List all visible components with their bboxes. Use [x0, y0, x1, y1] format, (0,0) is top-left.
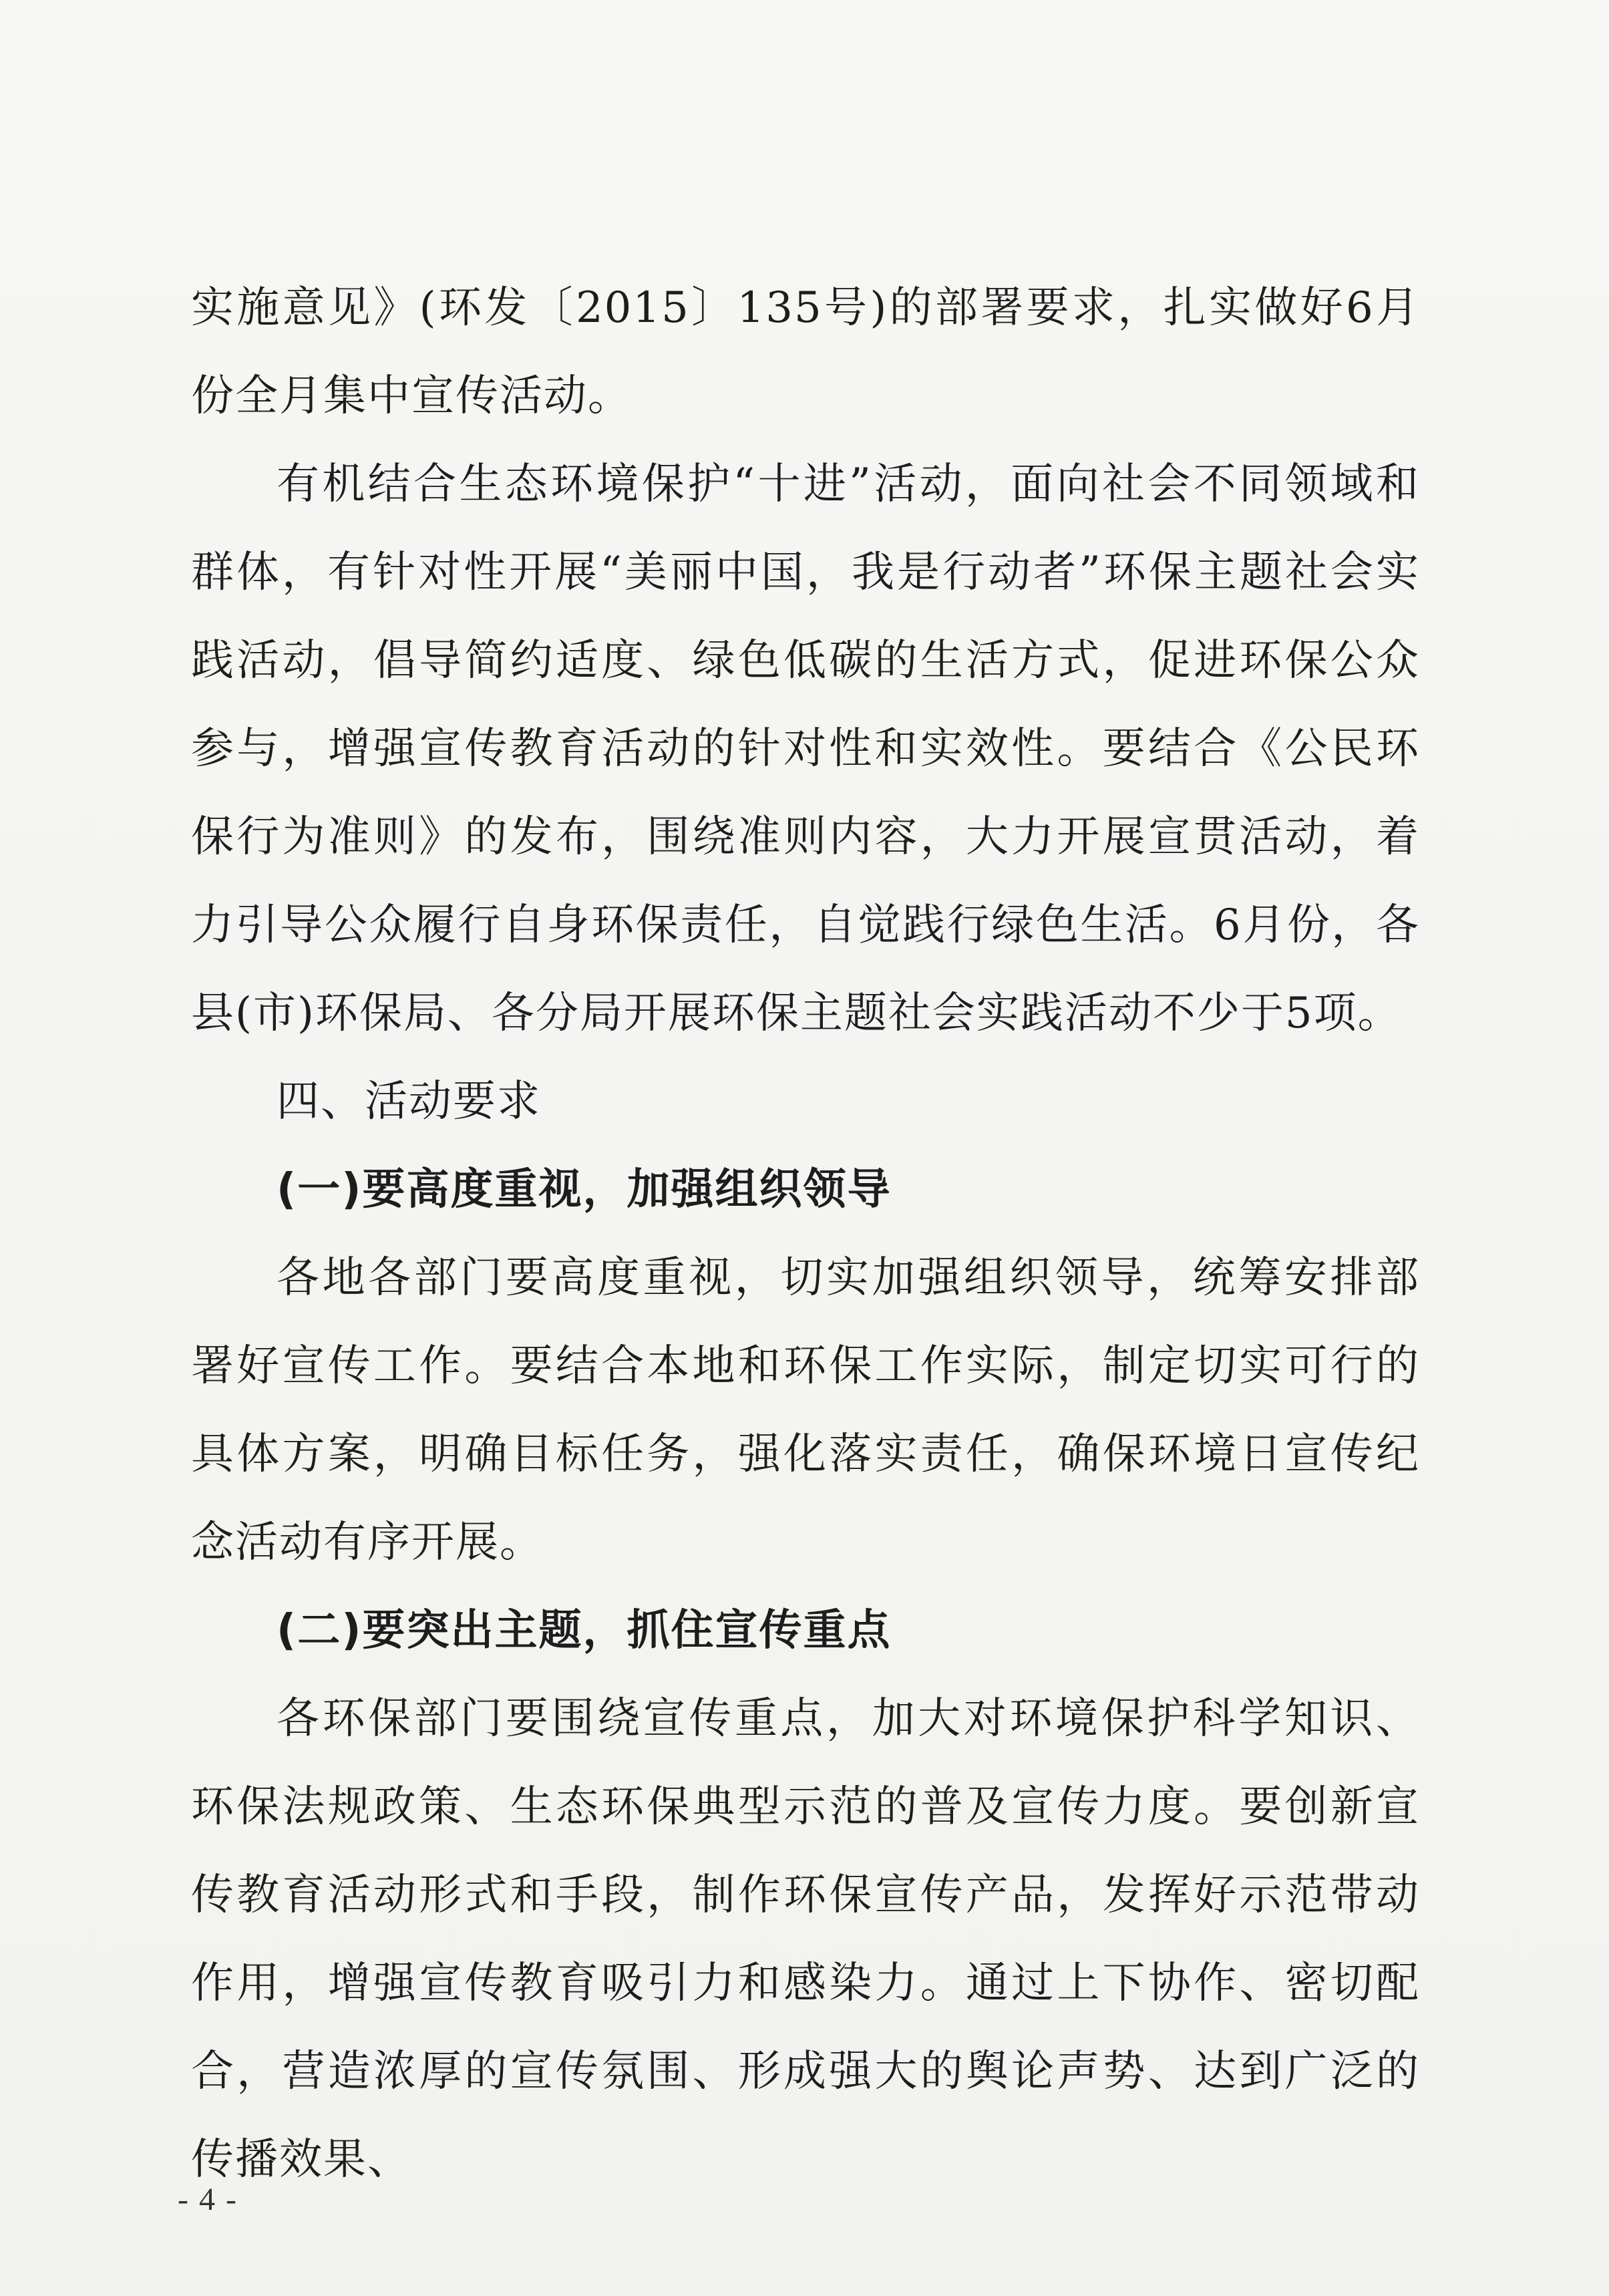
paragraph-1: 实施意见》(环发〔2015〕135号)的部署要求，扎实做好6月份全月集中宣传活动。 [191, 283, 1420, 421]
page-number: - 4 - [178, 2182, 238, 2217]
document-body [191, 264, 1420, 2204]
paragraph-4: 各环保部门要围绕宣传重点，加大对环境保护科学知识、环保法规政策、生态环保典型示范的普及宣传力度。要创新宣传教育活动形式和手段，制作环保宣传产品，发挥好示范带动作用，增强宣传教育吸引力和感染力。通过上下协作、密切配合，营造浓厚的宣传氛围、形成强大的舆论声势、达到广泛的传播效果、 [191, 1694, 1420, 2184]
paragraph-2: 有机结合生态环境保护“十进”活动，面向社会不同领域和群体，有针对性开展“美丽中国，我是行动者”环保主题社会实践活动，倡导简约适度、绿色低碳的生活方式，促进环保公众参与，增强宣传教育活动的针对性和实效性。要结合《公民环保行为准则》的发布，围绕准则内容，大力开展宣贯活动，着力引导公众履行自身环保责任，自觉践行绿色生活。6月份，各县(市)环保局、各分局开展环保主题社会实践活动不少于5项。 [191, 460, 1420, 1038]
paragraph-3: 各地各部门要高度重视，切实加强组织领导，统筹安排部署好宣传工作。要结合本地和环保工作实际，制定切实可行的具体方案，明确目标任务，强化落实责任，确保环境日宣传纪念活动有序开展。 [191, 1253, 1420, 1567]
section-heading-4: 四、活动要求 [277, 1077, 541, 1126]
subheading-2: (二)要突出主题，抓住宣传重点 [277, 1606, 892, 1655]
subheading-1: (一)要高度重视，加强组织领导 [277, 1165, 892, 1214]
